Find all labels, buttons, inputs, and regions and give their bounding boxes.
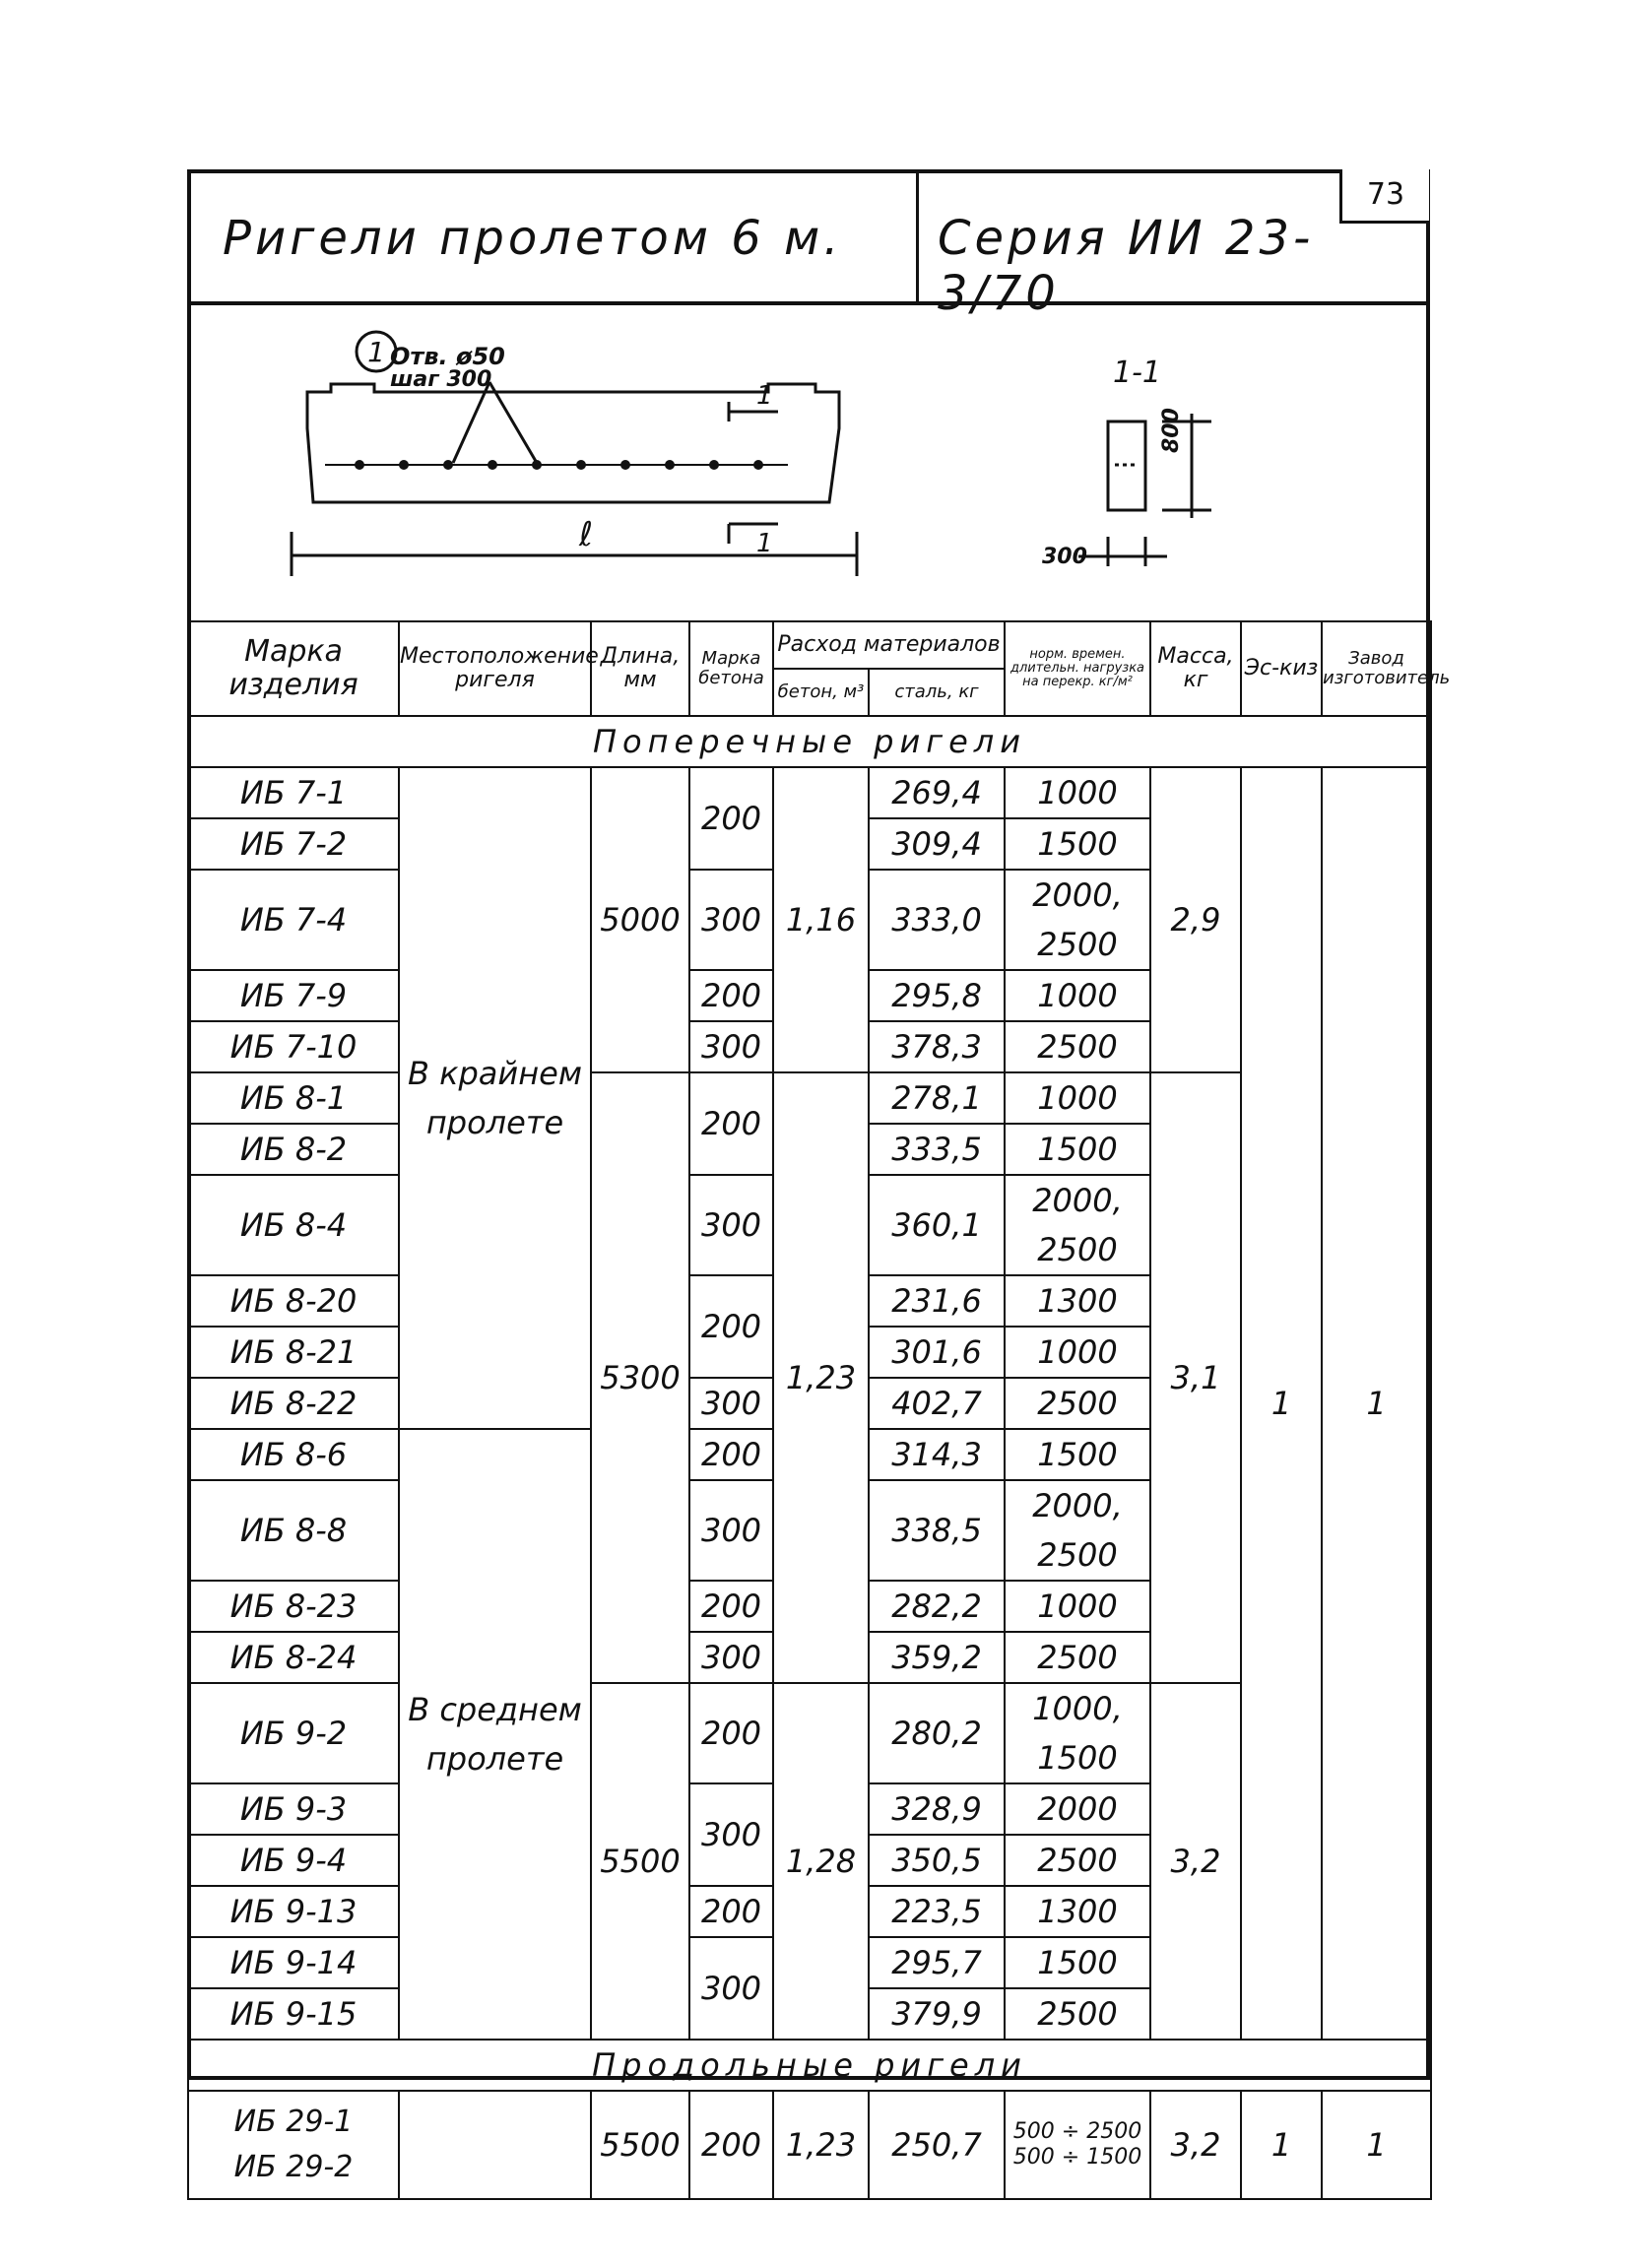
section-header-longitudinal: Продольные ригели [188, 2040, 1431, 2091]
row-steel: 350,5 [869, 1835, 1005, 1886]
row-mark: ИБ 7-1 [188, 767, 399, 818]
concrete-group-3: 1,28 [773, 1683, 869, 2040]
col-length-header: Длина, мм [591, 621, 689, 716]
col-mass-header: Масса, кг [1150, 621, 1241, 716]
row-mark: ИБ 9-4 [188, 1835, 399, 1886]
page-title: Ригели пролетом 6 м. [223, 211, 843, 266]
row-mark: ИБ 9-2 [188, 1683, 399, 1783]
row-load: 2000 [1005, 1783, 1150, 1835]
row-load: 1000, 1500 [1005, 1683, 1150, 1783]
col-steel-header: сталь, кг [869, 669, 1005, 716]
col-consumption-header: Расход материалов [773, 621, 1005, 669]
row-mark: ИБ 8-6 [188, 1429, 399, 1480]
row-grade: 200 [689, 1072, 773, 1175]
col-mark-header: Марка изделия [188, 621, 399, 716]
row-load: 1500 [1005, 818, 1150, 870]
row-grade: 300 [689, 1632, 773, 1683]
table-row [188, 767, 1431, 818]
row-load: 1300 [1005, 1886, 1150, 1937]
col-load-header: норм. времен. длительн. нагрузка на перекр. кг/м² [1005, 621, 1150, 716]
row-steel: 333,5 [869, 1124, 1005, 1175]
row-mark: ИБ 8-2 [188, 1124, 399, 1175]
col-manufacturer-header: Завод изготовитель [1322, 621, 1431, 716]
section-width-dim: 300 [1042, 545, 1087, 569]
row-grade: 200 [689, 1683, 773, 1783]
location-middle-span: В среднем пролете [399, 1429, 591, 2040]
row-steel: 333,0 [869, 870, 1005, 970]
page-number: 73 [1339, 169, 1429, 224]
length-symbol: ℓ [579, 515, 594, 554]
concrete-group-1: 1,16 [773, 767, 869, 1072]
row-steel: 359,2 [869, 1632, 1005, 1683]
row-steel: 338,5 [869, 1480, 1005, 1581]
row-steel: 402,7 [869, 1378, 1005, 1429]
header-row [188, 621, 1431, 669]
long-mass: 3,2 [1150, 2091, 1241, 2199]
row-load: 1000 [1005, 767, 1150, 818]
col-sketch-header: Эс-киз [1241, 621, 1322, 716]
row-steel: 295,7 [869, 1937, 1005, 1988]
long-location [399, 2091, 591, 2199]
long-load-2: 500 ÷ 1500 [1012, 2145, 1142, 2170]
row-steel: 378,3 [869, 1021, 1005, 1072]
series-label: Серия ИИ 23-3/70 [938, 211, 1315, 321]
length-group-3: 5500 [591, 1683, 689, 2040]
row-mark: ИБ 9-13 [188, 1886, 399, 1937]
col-location-header: Местоположение ригеля [399, 621, 591, 716]
row-mark: ИБ 8-1 [188, 1072, 399, 1124]
row-steel: 278,1 [869, 1072, 1005, 1124]
row-load: 1300 [1005, 1275, 1150, 1327]
mass-group-1: 2,9 [1150, 767, 1241, 1072]
row-mark: ИБ 8-8 [188, 1480, 399, 1581]
row-load: 1500 [1005, 1937, 1150, 1988]
beam-drawing [187, 305, 1430, 620]
row-load: 1500 [1005, 1124, 1150, 1175]
row-mark: ИБ 8-24 [188, 1632, 399, 1683]
long-load-1: 500 ÷ 2500 [1012, 2119, 1142, 2144]
row-steel: 309,4 [869, 818, 1005, 870]
row-steel: 295,8 [869, 970, 1005, 1021]
row-grade: 200 [689, 1429, 773, 1480]
location-edge-span: В крайнем пролете [399, 767, 591, 1429]
row-mark: ИБ 7-9 [188, 970, 399, 1021]
long-mark-cell [188, 2091, 399, 2199]
row-mark: ИБ 9-3 [188, 1783, 399, 1835]
row-steel: 282,2 [869, 1581, 1005, 1632]
row-steel: 379,9 [869, 1988, 1005, 2040]
col-grade-header: Марка бетона [689, 621, 773, 716]
row-grade: 300 [689, 1937, 773, 2040]
section-title: 1-1 [1113, 356, 1161, 390]
row-grade: 300 [689, 1021, 773, 1072]
row-grade: 200 [689, 1886, 773, 1937]
long-steel: 250,7 [869, 2091, 1005, 2199]
row-load: 1500 [1005, 1429, 1150, 1480]
row-grade: 300 [689, 1480, 773, 1581]
row-steel: 301,6 [869, 1327, 1005, 1378]
row-load: 1000 [1005, 1072, 1150, 1124]
sketch-all: 1 [1241, 767, 1322, 2040]
row-mark: ИБ 7-10 [188, 1021, 399, 1072]
row-load: 1000 [1005, 1581, 1150, 1632]
manufacturer-all: 1 [1322, 767, 1431, 2040]
section-header-transverse: Поперечные ригели [188, 716, 1431, 767]
row-mark: ИБ 8-21 [188, 1327, 399, 1378]
section-mark-top: 1 [756, 381, 773, 411]
row-load: 2500 [1005, 1835, 1150, 1886]
long-load-cell [1005, 2091, 1150, 2199]
row-grade: 200 [689, 1581, 773, 1632]
long-manufacturer: 1 [1322, 2091, 1431, 2199]
row-mark: ИБ 9-14 [188, 1937, 399, 1988]
row-steel: 360,1 [869, 1175, 1005, 1275]
row-grade: 200 [689, 970, 773, 1021]
row-steel: 280,2 [869, 1683, 1005, 1783]
row-load: 2500 [1005, 1378, 1150, 1429]
row-load: 2500 [1005, 1632, 1150, 1683]
row-steel: 328,9 [869, 1783, 1005, 1835]
row-load: 2500 [1005, 1021, 1150, 1072]
long-sketch: 1 [1241, 2091, 1322, 2199]
row-steel: 223,5 [869, 1886, 1005, 1937]
spec-table [187, 620, 1451, 2200]
row-grade: 300 [689, 1783, 773, 1886]
row-load: 2500 [1005, 1988, 1150, 2040]
title-divider [916, 169, 919, 305]
long-length: 5500 [591, 2091, 689, 2199]
row-steel: 231,6 [869, 1275, 1005, 1327]
concrete-group-2: 1,23 [773, 1072, 869, 1683]
row-steel: 314,3 [869, 1429, 1005, 1480]
title-block [187, 169, 1430, 321]
hole-note: Отв. ø50 [390, 343, 505, 370]
long-mark-2: ИБ 29-2 [233, 2150, 354, 2184]
row-grade: 300 [689, 1175, 773, 1275]
mass-group-3: 3,2 [1150, 1683, 1241, 2040]
section-mark-bottom: 1 [756, 529, 773, 558]
row-mark: ИБ 8-23 [188, 1581, 399, 1632]
row-load: 2000, 2500 [1005, 1175, 1150, 1275]
row-grade: 300 [689, 1378, 773, 1429]
col-concrete-header: бетон, м³ [773, 669, 869, 716]
row-mark: ИБ 8-20 [188, 1275, 399, 1327]
length-group-2: 5300 [591, 1072, 689, 1683]
mass-group-2: 3,1 [1150, 1072, 1241, 1683]
row-mark: ИБ 7-2 [188, 818, 399, 870]
section-height-dim: 800 [1159, 408, 1184, 453]
row-mark: ИБ 8-4 [188, 1175, 399, 1275]
row-mark: ИБ 8-22 [188, 1378, 399, 1429]
hole-pitch-note: шаг 300 [390, 367, 492, 392]
long-grade: 200 [689, 2091, 773, 2199]
detail-number: 1 [367, 336, 385, 368]
row-grade: 200 [689, 1275, 773, 1378]
long-mark-1: ИБ 29-1 [233, 2105, 354, 2139]
row-load: 1000 [1005, 970, 1150, 1021]
row-load: 1000 [1005, 1327, 1150, 1378]
row-steel: 269,4 [869, 767, 1005, 818]
length-group-1: 5000 [591, 767, 689, 1072]
row-mark: ИБ 9-15 [188, 1988, 399, 2040]
row-load: 2000, 2500 [1005, 870, 1150, 970]
row-grade: 200 [689, 767, 773, 870]
long-concrete: 1,23 [773, 2091, 869, 2199]
row-load: 2000, 2500 [1005, 1480, 1150, 1581]
table-row-longitudinal [188, 2091, 1431, 2199]
row-grade: 300 [689, 870, 773, 970]
row-mark: ИБ 7-4 [188, 870, 399, 970]
